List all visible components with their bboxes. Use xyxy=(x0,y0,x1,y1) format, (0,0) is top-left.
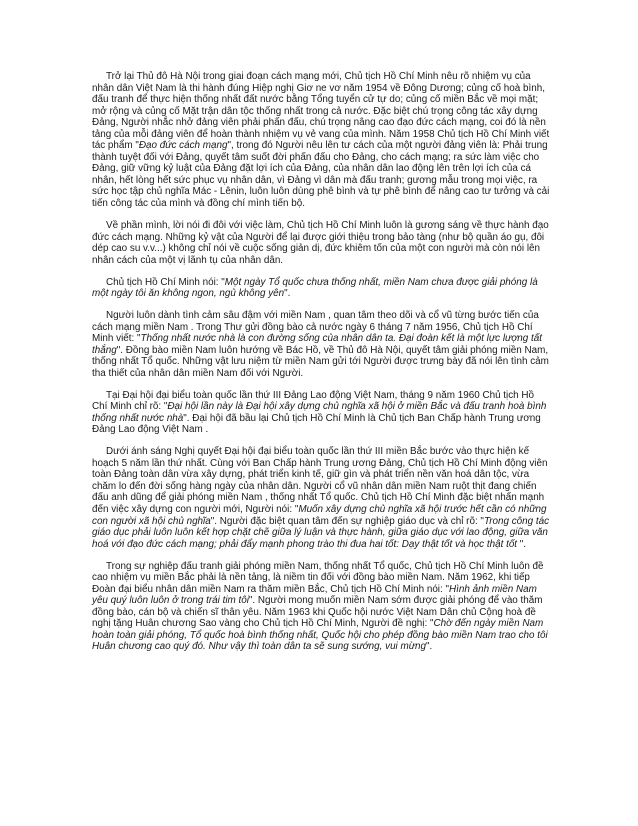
paragraph-3-lead: Chủ tịch Hồ Chí Minh nói: " xyxy=(106,276,225,288)
paragraph-5-tail: ". Đại hội đã bầu lại Chủ tịch Hồ Chí Minh là Chủ tịch Ban Chấp hành Trung ương Đảng Lao động Việt Nam . xyxy=(92,412,541,436)
paragraph-4 xyxy=(92,310,552,379)
document-page xyxy=(92,71,552,663)
paragraph-7-quote-2: Chờ đến ngày miền Nam hoàn toàn giải phóng, Tổ quốc hoà bình thống nhất, Quốc hội cho phép đồng bào miền Nam trao cho tôi Huân chương cao quý đó. Như vậy thì toàn dân ta sẽ sung sướng, vui mừng xyxy=(92,618,548,653)
paragraph-4-lead: Người luôn dành tình cảm sâu đậm với miền Nam , quan tâm theo dõi và cổ vũ từng bước tiến của cách mạng miền Nam . Trong Thư gửi đồng bào cả nước ngày 6 tháng 7 năm 1956, Chủ tịch Hồ Chí Minh viết: " xyxy=(92,310,539,345)
paragraph-4-tail: ". Đồng bào miền Nam luôn hướng về Bác Hồ, về Thủ đô Hà Nội, quyết tâm giải phóng miền Nam, thống nhất Tổ quốc. Những vật lưu niệm từ miền Nam gửi tới Người được trưng bày đã nói lên tình cảm tha thiết của nhân dân miền Nam đối với Người. xyxy=(92,344,549,379)
paragraph-7-middle: ". Người mong muốn miền Nam sớm được giải phóng để vào thăm đồng bào, cán bộ và chiến sĩ thân yêu. Năm 1963 khi Quốc hội nước Việt Nam Dân chủ Cộng hoà đề nghị tặng Huân chương Sao vàng cho Chủ tịch Hồ Chí Minh, Người đề nghị: " xyxy=(92,595,543,630)
paragraph-7 xyxy=(92,561,552,653)
paragraph-7-lead: Trong sự nghiệp đấu tranh giải phóng miền Nam, thống nhất Tổ quốc, Chủ tịch Hồ Chí Minh luôn đề cao nhiệm vụ miền Bắc phải là nền tảng, là niềm tin đối với đồng bào miền Nam. Năm 1962, khi tiếp Đoàn đại biểu nhân dân miền Nam ra thăm miền Bắc, Chủ tịch Hồ Chí Minh nói: " xyxy=(92,560,544,595)
paragraph-1-quote-title: Đạo đức cách mạng xyxy=(138,140,228,152)
paragraph-3-quote: Một ngày Tổ quốc chưa thống nhất, miền Nam chưa được giải phóng là một ngày tôi ăn không ngon, ngủ không yên xyxy=(92,276,538,300)
paragraph-6 xyxy=(92,446,552,550)
paragraph-6-quote-2: Trong công tác giáo dục phải luôn luôn kết hợp chặt chẽ giữa lý luận và thực hành, giữa giáo dục với lao động, giữa văn hoá với đạo đức cách mạng; phải đẩy mạnh phong trào thi đua hai tốt: Dạy thật tốt và học thật tốt xyxy=(92,515,550,550)
paragraph-4-quote: Thống nhất nước nhà là con đường sống của nhân dân ta. Đại đoàn kết là một lực lượng tất thắng xyxy=(92,333,542,356)
paragraph-5-quote: Đại hội lần này là Đại hội xây dựng chủ nghĩa xã hội ở miền Bắc và đấu tranh hoà bình thống nhất nước nhà xyxy=(92,401,547,424)
paragraph-1 xyxy=(92,71,552,210)
paragraph-1-text-continued: ", trong đó Người nêu lên tư cách của một người đảng viên là: Phải trung thành tuyệt đối với Đảng, quyết tâm suốt đời phấn đấu cho Đảng, cho cách mạng; ra sức làm việc cho Đảng, giữ vững kỷ luật của Đảng đặt lợi ích của Đảng, của nhân dân lao động lên trên lợi ích của cá nhân, hết lòng hết sức phục vụ nhân dân, vì Đảng vì dân mà đấu tranh; gương mẫu trong mọi việc, ra sức học tập chủ nghĩa Mác - Lênin, luôn luôn dùng phê bình và tự phê bình để nâng cao tư tưởng và cải tiến công tác của mình và đồng chí mình tiến bộ. xyxy=(92,140,550,210)
paragraph-7-quote-1: Hình ảnh miền Nam yêu quý luôn luôn ở trong trái tim tôi xyxy=(92,583,537,607)
paragraph-5 xyxy=(92,390,552,436)
paragraph-3 xyxy=(92,277,552,300)
paragraph-6-tail: ". xyxy=(517,538,527,550)
paragraph-1-text: Trở lại Thủ đô Hà Nội trong giai đoạn cách mạng mới, Chủ tịch Hồ Chí Minh nêu rõ nhiệm vụ của nhân dân Việt Nam là thi hành đúng Hiệp nghị Giơ ne vơ năm 1954 về Đông Dương; củng cố hoà bình, đấu tranh để thực hiện thống nhất đất nước bằng Tổng tuyển cử tự do; củng cố miền Bắc về mọi mặt; mở rộng và củng cố Mặt trận dân tộc thống nhất trong cả nước. Đặc biệt chú trọng công tác xây dựng Đảng, Người nhắc nhở đảng viên phải phấn đấu, chú trọng nâng cao đạo đức cách mạng, coi đó là nền tảng của mỗi đảng viên để hoàn thành nhiệm vụ vẻ vang của mình. Năm 1958 Chủ tịch Hồ Chí Minh viết tác phẩm " xyxy=(92,71,550,152)
paragraph-2-text: Về phần mình, lời nói đi đôi với việc làm, Chủ tịch Hồ Chí Minh luôn là gương sáng về thực hành đạo đức cách mạng. Những kỷ vật của Người để lại được giới thiệu trong bảo tàng (như bộ quần áo gụ, đôi dép cao su v.v...) không chỉ nói về cuộc sống giản dị, đức khiêm tốn của một con người mà còn nói lên nhân cách của một vị lãnh tụ của nhân dân. xyxy=(92,219,549,266)
paragraph-6-middle: ". Người đặc biệt quan tâm đến sự nghiệp giáo dục và chỉ rõ: " xyxy=(210,515,484,527)
paragraph-5-lead: Tại Đại hội đại biểu toàn quốc lần thứ III Đảng Lao động Việt Nam, tháng 9 năm 1960 Chủ tịch Hồ Chí Minh chỉ rõ: " xyxy=(92,389,535,413)
paragraph-6-quote-1: Muốn xây dựng chủ nghĩa xã hội trước hết cần có những con người xã hội chủ nghĩa xyxy=(92,504,547,527)
paragraph-2 xyxy=(92,220,552,266)
paragraph-7-tail: ". xyxy=(425,641,433,653)
paragraph-3-tail: ". xyxy=(284,288,291,300)
paragraph-6-lead: Dưới ánh sáng Nghị quyết Đại hội đại biểu toàn quốc lần thứ III miền Bắc bước vào thực hiện kế hoạch 5 năm lần thứ nhất. Cùng với Ban Chấp hành Trung ương Đảng, Chủ tịch Hồ Chí Minh động viên toàn Đảng toàn dân vừa xây dựng, phát triển kinh tế, giữ gìn và phát triển nền văn hoá dân tộc, vừa chăm lo đến đời sống hàng ngày của nhân dân. Người cổ vũ nhân dân miền Nam ruột thịt đang chiến đấu anh dũng để giải phóng miền Nam , thống nhất Tổ quốc. Chủ tịch Hồ Chí Minh đặc biệt nhấn mạnh đến việc xây dựng con người mới, Người nói: " xyxy=(92,446,548,515)
